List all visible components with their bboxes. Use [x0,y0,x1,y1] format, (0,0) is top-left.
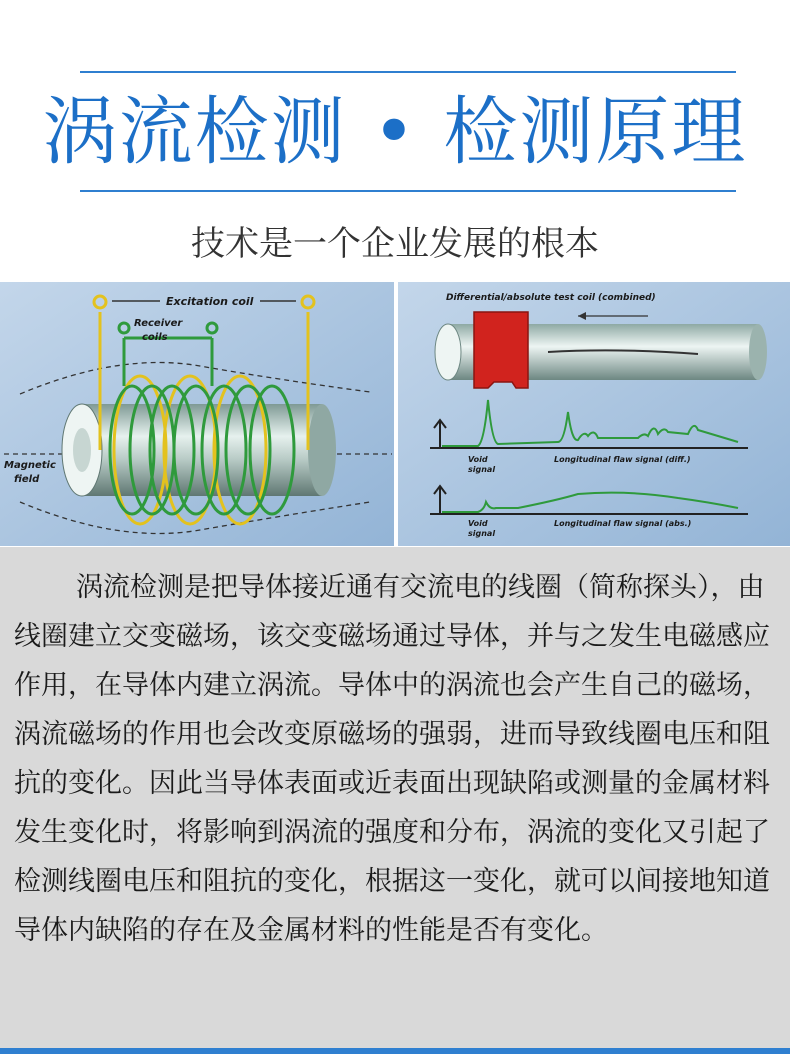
void-signal-label-2: signal [468,465,496,474]
void-signal-label-1: Void [468,455,488,464]
magnetic-field-label-1: Magnetic [4,460,56,471]
receiver-coils-label-2: coils [142,332,168,343]
coil-diagram-svg [0,282,394,546]
title-top-rule [80,71,736,73]
test-coil-probe [474,312,528,388]
diff-signal-label: Longitudinal flaw signal (diff.) [554,455,691,464]
title-bottom-rule [80,190,736,192]
pipe-end-left [435,324,461,380]
page-title: 涡流检测 • 检测原理 [42,89,748,175]
tube-end-right [308,404,336,496]
receiver-coils-label-1: Receiver [134,318,183,329]
coil-diagram-figure [0,282,394,546]
excitation-coil-label: Excitation coil [166,295,254,308]
abs-signal-label: Longitudinal flaw signal (abs.) [554,519,692,528]
probe-label: Differential/absolute test coil (combined) [446,293,656,303]
page-subtitle: 技术是一个企业发展的根本 [191,224,599,264]
void-signal-label-4: signal [468,529,496,538]
signal-diagram-svg [398,282,790,546]
pipe-end-right [749,324,767,380]
bottom-accent-line [0,1048,790,1054]
signal-diagram-figure [398,282,790,546]
magnetic-field-label-2: field [14,474,40,485]
void-signal-label-3: Void [468,519,488,528]
tube-bore [73,428,91,472]
description-panel [0,547,790,1048]
description-paragraph: 涡流检测是把导体接近通有交流电的线圈（简称探头），由线圈建立交变磁场，该交变磁场通过导体，并与之发生电磁感应作用，在导体内建立涡流。导体中的涡流也会产生自己的磁场，涡流磁场的作用也会改变原磁场的强弱，进而导致线圈电压和阻抗的变化。因此当导体表面或近表面出现缺陷或测量的金属材料发生变化时，将影响到涡流的强度和分布，涡流的变化又引起了检测线圈电压和阻抗的变化，根据这一变化，就可以间接地知道导体内缺陷的存在及金属材料的性能是否有变化。 [14,572,770,946]
